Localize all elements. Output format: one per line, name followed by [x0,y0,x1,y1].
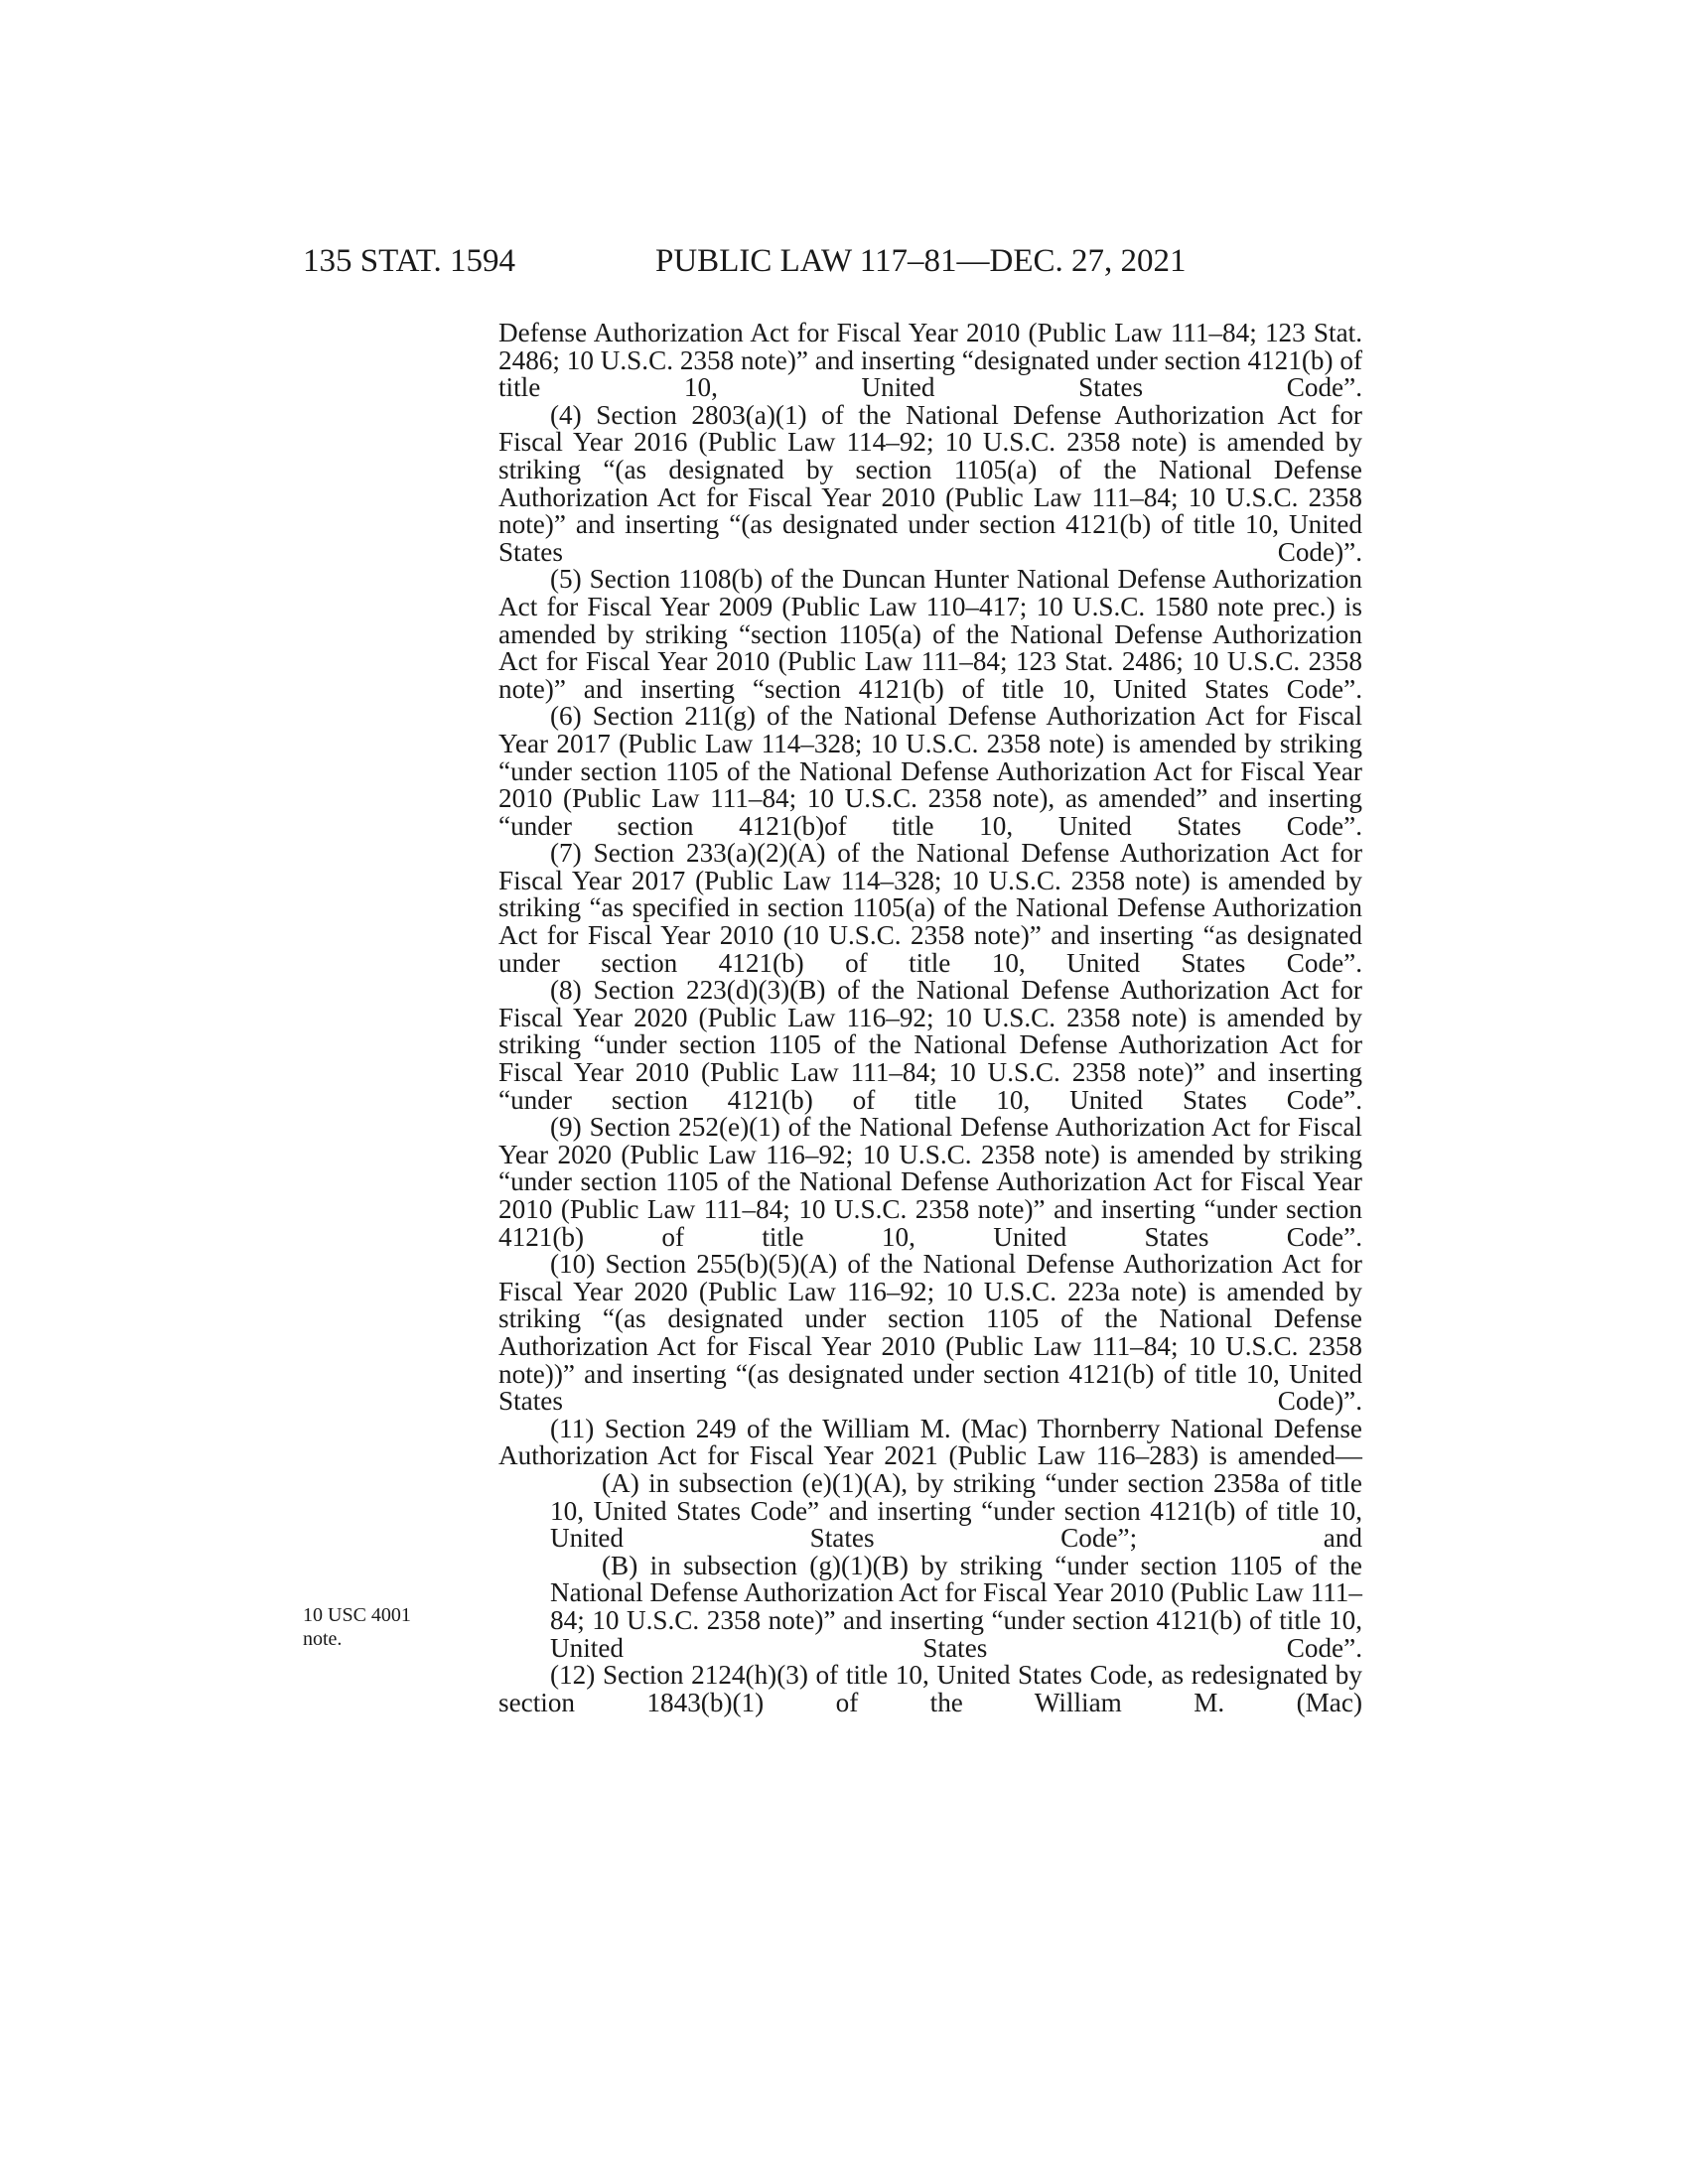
paragraph-11-a: (A) in subsection (e)(1)(A), by striking “under section 2358a of title 10, United States Code” and inserting “under section 4121(b) of title 10, United States Code”; and [550,1467,1362,1554]
margin-note [303,1603,462,1651]
page-header [0,236,1688,286]
statute-body [498,320,1362,1716]
paragraph-10: (10) Section 255(b)(5)(A) of the National Defense Authorization Act for Fiscal Year 2020 (Public Law 116–92; 10 U.S.C. 223a note) is amended by striking “(as designated under section 1105 of the National Defense Authorization Act for Fiscal Year 2010 (Public Law 111–84; 10 U.S.C. 2358 note))” and inserting “(as designated under section 4121(b) of title 10, United States Code)”. [498,1249,1362,1417]
paragraph-continued: Defense Authorization Act for Fiscal Year 2010 (Public Law 111–84; 123 Stat. 2486; 10 U.S.C. 2358 note)” and inserting “designated under section 4121(b) of title 10, United States Code”. [498,318,1362,403]
paragraph-11: (11) Section 249 of the William M. (Mac) Thornberry National Defense Authorization Act for Fiscal Year 2021 (Public Law 116–283) is amended— [498,1413,1362,1471]
paragraph-5: (5) Section 1108(b) of the Duncan Hunter National Defense Authorization Act for Fiscal Year 2009 (Public Law 110–417; 10 U.S.C. 1580 note prec.) is amended by striking “section 1105(a) of the National Defense Authorization Act for Fiscal Year 2010 (Public Law 111–84; 123 Stat. 2486; 10 U.S.C. 2358 note)” and inserting “section 4121(b) of title 10, United States Code”. [498,564,1362,704]
paragraph-6: (6) Section 211(g) of the National Defense Authorization Act for Fiscal Year 2017 (Public Law 114–328; 10 U.S.C. 2358 note) is amended by striking “under section 1105 of the National Defense Authorization Act for Fiscal Year 2010 (Public Law 111–84; 10 U.S.C. 2358 note), as amended” and inserting “under section 4121(b)of title 10, United States Code”. [498,701,1362,841]
law-title: PUBLIC LAW 117–81—DEC. 27, 2021 [655,243,1187,279]
margin-note-line-1: 10 USC 4001 [303,1604,411,1626]
paragraph-4: (4) Section 2803(a)(1) of the National Defense Authorization Act for Fiscal Year 2016 (Public Law 114–92; 10 U.S.C. 2358 note) is amended by striking “(as designated by section 1105(a) of the National Defense Authorization Act for Fiscal Year 2010 (Public Law 111–84; 10 U.S.C. 2358 note)” and inserting “(as designated under section 4121(b) of title 10, United States Code)”. [498,399,1362,567]
margin-note-line-2: note. [303,1628,343,1650]
paragraph-7: (7) Section 233(a)(2)(A) of the National Defense Authorization Act for Fiscal Year 2017 (Public Law 114–328; 10 U.S.C. 2358 note) is amended by striking “as specified in section 1105(a) of the National Defense Authorization Act for Fiscal Year 2010 (10 U.S.C. 2358 note)” and inserting “as designated under section 4121(b) of title 10, United States Code”. [498,838,1362,978]
paragraph-8: (8) Section 223(d)(3)(B) of the National Defense Authorization Act for Fiscal Year 2020 (Public Law 116–92; 10 U.S.C. 2358 note) is amended by striking “under section 1105 of the National Defense Authorization Act for Fiscal Year 2010 (Public Law 111–84; 10 U.S.C. 2358 note)” and inserting “under section 4121(b) of title 10, United States Code”. [498,975,1362,1115]
stat-page-number: 135 STAT. 1594 [303,243,516,279]
paragraph-11-b: (B) in subsection (g)(1)(B) by striking “under section 1105 of the National Defense Authorization Act for Fiscal Year 2010 (Public Law 111–84; 10 U.S.C. 2358 note)” and inserting “under section 4121(b) of title 10, United States Code”. [550,1550,1362,1663]
paragraph-9: (9) Section 252(e)(1) of the National Defense Authorization Act for Fiscal Year 2020 (Public Law 116–92; 10 U.S.C. 2358 note) is amended by striking “under section 1105 of the National Defense Authorization Act for Fiscal Year 2010 (Public Law 111–84; 10 U.S.C. 2358 note)” and inserting “under section 4121(b) of title 10, United States Code”. [498,1112,1362,1252]
paragraph-12: (12) Section 2124(h)(3) of title 10, United States Code, as redesignated by section 1843(b)(1) of the William M. (Mac) [498,1660,1362,1717]
